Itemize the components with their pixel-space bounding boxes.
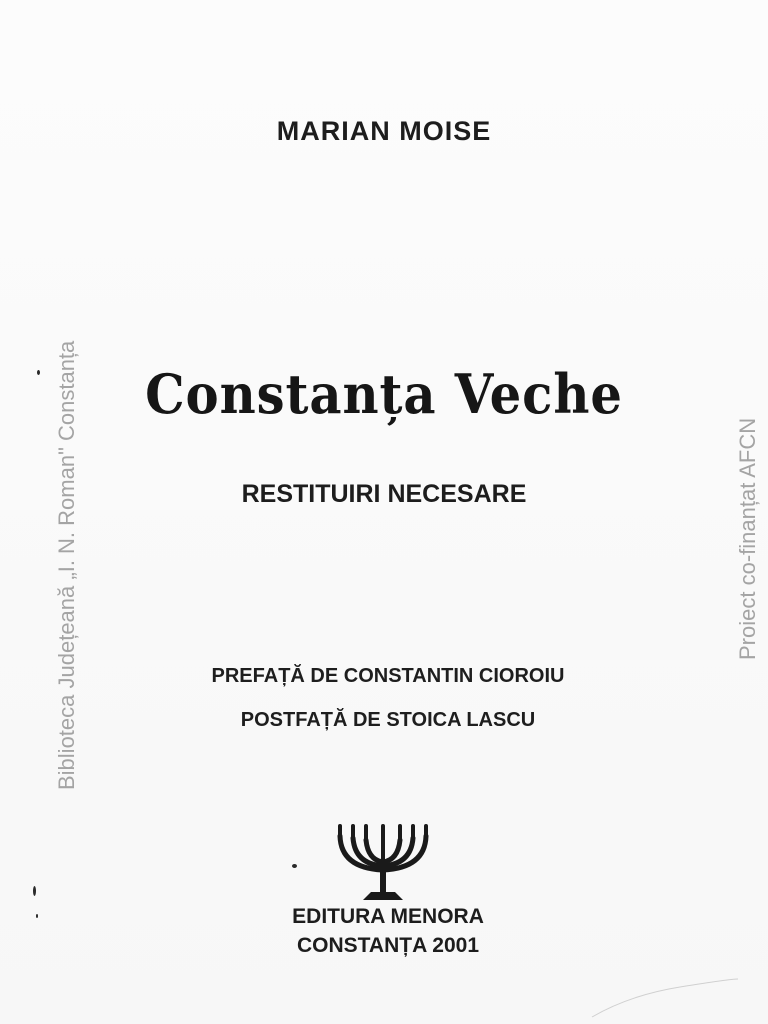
author-name: MARIAN MOISE bbox=[276, 116, 492, 146]
scan-speck bbox=[37, 370, 40, 375]
publication-place-year: CONSTANȚA 2001 bbox=[296, 934, 480, 957]
library-watermark: Biblioteca Județeană „I. N. Roman" Constanța bbox=[54, 340, 79, 790]
scan-speck bbox=[33, 886, 36, 896]
publisher-name: EDITURA MENORA bbox=[292, 905, 484, 928]
scan-speck bbox=[36, 914, 38, 918]
preface-credit: PREFAȚĂ DE CONSTANTIN CIOROIU bbox=[211, 665, 565, 687]
scan-speck bbox=[292, 864, 297, 868]
postface-credit: POSTFAȚĂ DE STOICA LASCU bbox=[240, 709, 536, 731]
scan-scratch bbox=[590, 975, 740, 1020]
menorah-icon bbox=[333, 822, 433, 904]
book-title: Constanța Veche bbox=[145, 362, 623, 426]
cofinance-watermark: Proiect co-finanțat AFCN bbox=[735, 417, 760, 660]
book-subtitle: RESTITUIRI NECESARE bbox=[241, 480, 527, 508]
